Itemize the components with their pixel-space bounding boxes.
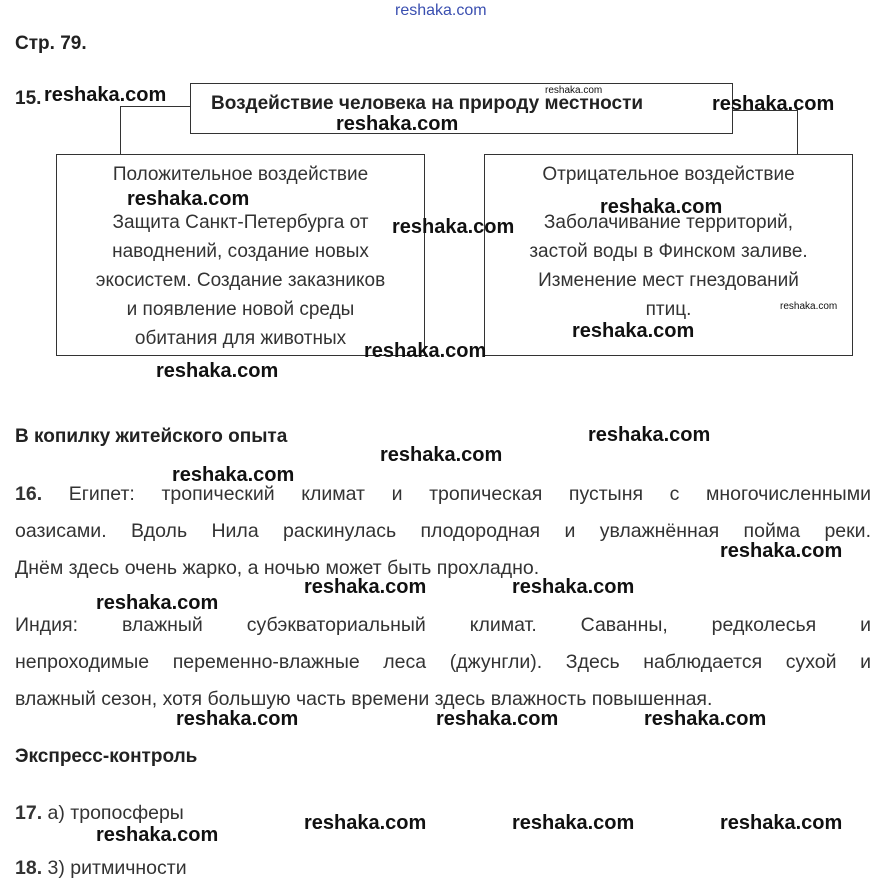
section-experience-heading: В копилку житейского опыта [15,426,288,447]
positive-line-4: и появление новой среды [126,299,355,320]
watermark: reshaka.com [780,301,838,312]
watermark: reshaka.com [44,84,167,106]
watermark: reshaka.com [156,360,279,382]
task-17-number: 17. [15,802,43,824]
diagram-title-box [190,83,733,134]
negative-header: Отрицательное воздействие [542,164,795,185]
section-express-heading: Экспресс-контроль [15,746,198,767]
watermark: reshaka.com [96,592,219,614]
watermark: reshaka.com [392,216,515,238]
egypt-line-3: Днём здесь очень жарко, а ночью может быть прохладно. [15,557,540,579]
egypt-line-1-text: Египет: тропический климат и тропическая пустыня с многочисленными [68,483,871,505]
task-16-egypt [15,476,871,587]
watermark: reshaka.com [172,464,295,486]
negative-line-3: Изменение мест гнездований [538,270,799,291]
negative-line-2: застой воды в Финском заливе. [529,241,808,262]
watermark: reshaka.com [395,2,487,19]
india-line-2: непроходимые переменно-влажные леса (джунгли). Здесь наблюдается сухой и [15,651,871,673]
watermark: reshaka.com [512,812,635,834]
negative-line-1: Заболачивание территорий, [543,212,794,233]
watermark: reshaka.com [304,576,427,598]
watermark: reshaka.com [720,812,843,834]
watermark: reshaka.com [712,93,835,115]
egypt-line-1 [15,476,871,513]
watermark: reshaka.com [512,576,635,598]
watermark: reshaka.com [720,540,843,562]
connector-right-v [797,110,798,155]
watermark: reshaka.com [96,824,219,846]
watermark: reshaka.com [304,812,427,834]
task-16-number: 16. [15,483,43,505]
watermark: reshaka.com [336,113,459,135]
watermark: reshaka.com [572,320,695,342]
india-line-3: влажный сезон, хотя большую часть времени здесь влажность повышенная. [15,688,713,710]
task-18-number: 18. [15,857,43,879]
positive-line-1: Защита Санкт-Петербурга от [112,212,369,233]
task-16-india [15,607,871,718]
task-17-answer: а) тропосферы [47,802,184,824]
positive-line-2: наводнений, создание новых [112,241,369,262]
watermark: reshaka.com [380,444,503,466]
positive-line-3: экосистем. Создание заказников [95,270,386,291]
egypt-line-2: оазисами. Вдоль Нила раскинулась плодородная и увлажнённая пойма реки. [15,520,871,542]
positive-line-5: обитания для животных [134,328,347,349]
task-18 [15,857,187,880]
watermark: reshaka.com [600,196,723,218]
positive-header: Положительное воздействие [112,164,369,185]
task-18-answer: 3) ритмичности [47,857,187,879]
india-line-1: Индия: влажный субэкваториальный климат. Саванны, редколесья и [15,614,871,636]
watermark: reshaka.com [436,708,559,730]
watermark: reshaka.com [588,424,711,446]
connector-left-v [120,106,121,155]
watermark: reshaka.com [127,188,250,210]
task-15-number: 15. [15,88,42,109]
watermark: reshaka.com [176,708,299,730]
watermark: reshaka.com [364,340,487,362]
negative-line-4: птиц. [645,299,692,320]
watermark: reshaka.com [644,708,767,730]
task-17 [15,802,184,825]
positive-impact-box [56,154,425,356]
watermark: reshaka.com [545,85,603,96]
diagram-title: Воздействие человека на природу местности [211,93,644,114]
page-label: Стр. 79. [15,33,87,54]
